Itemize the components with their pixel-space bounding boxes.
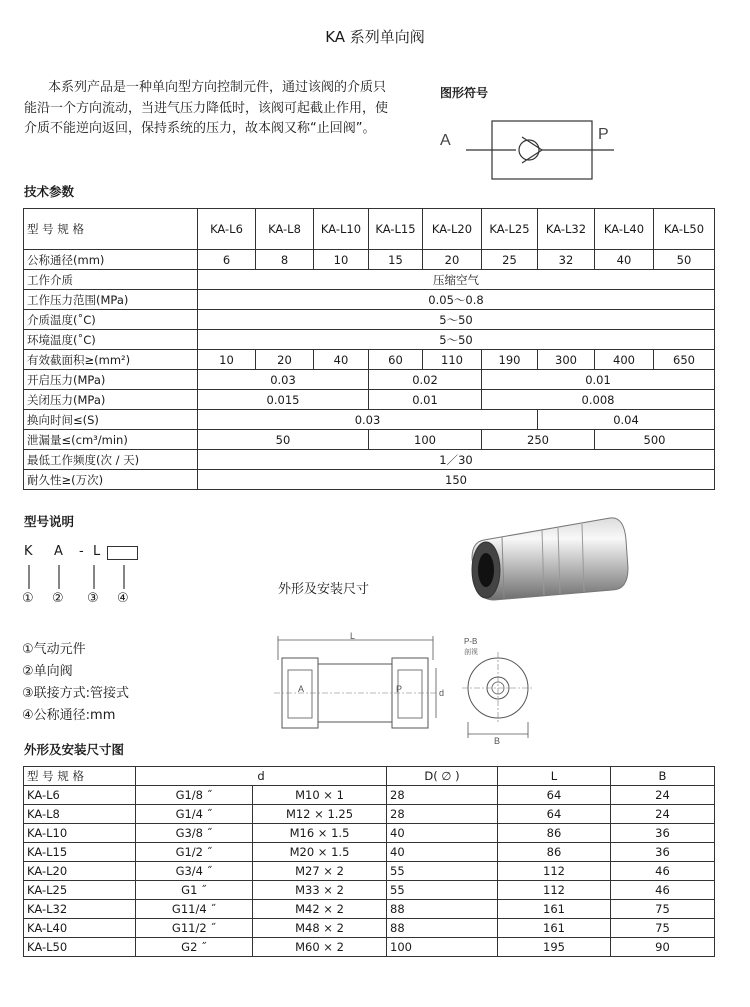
code-k: K (24, 544, 33, 559)
table-cell: KA-L25 (24, 881, 136, 900)
table-cell: 46 (611, 862, 715, 881)
table-row (24, 786, 715, 805)
code-l: L (93, 544, 101, 559)
table-cell: 25 (482, 250, 538, 270)
code-leader-lines (22, 563, 142, 591)
table-cell: G11/4 ˝ (136, 900, 253, 919)
table-cell: 64 (498, 786, 611, 805)
table-cell: 60 (369, 350, 423, 370)
row-label: 耐久性≥(万次) (24, 470, 198, 490)
table-cell: 46 (611, 881, 715, 900)
table-cell: 0.03 (198, 370, 369, 390)
table-row (24, 390, 715, 410)
table-cell: M42 × 2 (253, 900, 387, 919)
table-cell: 50 (198, 430, 369, 450)
table-cell: 75 (611, 919, 715, 938)
model-cell: KA-L6 (198, 209, 256, 250)
table-cell: KA-L10 (24, 824, 136, 843)
table-cell: 36 (611, 824, 715, 843)
model-explanation-heading: 型号说明 (24, 514, 75, 529)
table-cell: 40 (595, 250, 654, 270)
code-a: A (54, 544, 63, 559)
product-photo (462, 510, 634, 602)
dims-header: L (498, 767, 611, 786)
model-cell: KA-L15 (369, 209, 423, 250)
row-label: 公称通径(mm) (24, 250, 198, 270)
table-row (24, 330, 715, 350)
table-row (24, 767, 715, 786)
table-row (24, 843, 715, 862)
dim-d: d (439, 688, 445, 698)
table-cell: 90 (611, 938, 715, 957)
end-view-drawing (460, 630, 560, 748)
table-cell: 250 (482, 430, 595, 450)
table-cell: 150 (198, 470, 715, 490)
table-row (24, 250, 715, 270)
table-row (24, 370, 715, 390)
table-cell: 0.015 (198, 390, 369, 410)
meaning-4: ④公称通径:mm (22, 708, 116, 723)
table-cell: 161 (498, 900, 611, 919)
symbol-port-a: A (440, 132, 451, 149)
table-cell: 40 (314, 350, 369, 370)
table-row (24, 430, 715, 450)
table-cell: 400 (595, 350, 654, 370)
table-cell: 100 (369, 430, 482, 450)
table-cell: 32 (538, 250, 595, 270)
dims-heading: 外形及安装尺寸图 (24, 742, 125, 757)
page-title: KA 系列单向阀 (325, 28, 425, 46)
table-cell: 压缩空气 (198, 270, 715, 290)
dims-header: B (611, 767, 715, 786)
table-cell: 15 (369, 250, 423, 270)
table-row (24, 209, 715, 250)
table-row (24, 881, 715, 900)
table-cell: KA-L50 (24, 938, 136, 957)
dims-header: d (136, 767, 387, 786)
code-box (107, 546, 138, 560)
table-row (24, 900, 715, 919)
table-cell: 0.04 (538, 410, 715, 430)
table-row (24, 410, 715, 430)
code-num-4: ④ (117, 591, 129, 606)
table-cell: 10 (198, 350, 256, 370)
model-cell: KA-L25 (482, 209, 538, 250)
row-label: 泄漏量≤(cm³/min) (24, 430, 198, 450)
table-cell: KA-L8 (24, 805, 136, 824)
table-cell: M27 × 2 (253, 862, 387, 881)
table-cell: 10 (314, 250, 369, 270)
table-cell: M16 × 1.5 (253, 824, 387, 843)
table-cell: G3/8 ˝ (136, 824, 253, 843)
table-cell: 0.01 (369, 390, 482, 410)
table-cell: 28 (387, 805, 498, 824)
table-cell: 55 (387, 881, 498, 900)
dim-l: L (350, 631, 356, 641)
dim-b: B (494, 736, 501, 746)
table-cell: 6 (198, 250, 256, 270)
dims-header: 型 号 规 格 (24, 767, 136, 786)
row-label: 开启压力(MPa) (24, 370, 198, 390)
table-cell: KA-L15 (24, 843, 136, 862)
table-cell: KA-L6 (24, 786, 136, 805)
side-view-drawing (268, 630, 458, 746)
table-cell: 0.02 (369, 370, 482, 390)
meaning-3: ③联接方式:管接式 (22, 686, 130, 701)
table-row (24, 310, 715, 330)
table-cell: KA-L40 (24, 919, 136, 938)
meaning-2: ②单向阀 (22, 664, 73, 679)
table-row (24, 350, 715, 370)
table-cell: M60 × 2 (253, 938, 387, 957)
table-row (24, 938, 715, 957)
table-cell: 5～50 (198, 310, 715, 330)
symbol-heading: 图形符号 (440, 86, 489, 100)
row-label: 换向时间≤(S) (24, 410, 198, 430)
code-num-3: ③ (87, 591, 99, 606)
table-cell: G2 ˝ (136, 938, 253, 957)
table-cell: G1 ˝ (136, 881, 253, 900)
table-cell: 112 (498, 862, 611, 881)
table-cell: M33 × 2 (253, 881, 387, 900)
table-row (24, 862, 715, 881)
table-cell: 36 (611, 843, 715, 862)
table-cell: 0.03 (198, 410, 538, 430)
table-cell: 650 (654, 350, 715, 370)
table-cell: 86 (498, 843, 611, 862)
table-cell: 28 (387, 786, 498, 805)
model-cell: KA-L32 (538, 209, 595, 250)
table-cell: 110 (423, 350, 482, 370)
table-cell: 1／30 (198, 450, 715, 470)
table-cell: 40 (387, 824, 498, 843)
table-cell: 8 (256, 250, 314, 270)
table-cell: 55 (387, 862, 498, 881)
row-label: 关闭压力(MPa) (24, 390, 198, 410)
table-cell: 20 (423, 250, 482, 270)
table-cell: 0.01 (482, 370, 715, 390)
model-cell: KA-L50 (654, 209, 715, 250)
table-cell: M20 × 1.5 (253, 843, 387, 862)
table-cell: G11/2 ˝ (136, 919, 253, 938)
table-cell: 190 (482, 350, 538, 370)
table-header-label: 型 号 规 格 (24, 209, 198, 250)
table-row (24, 290, 715, 310)
symbol-port-p: P (598, 126, 609, 143)
table-cell: 24 (611, 786, 715, 805)
draw-port-p: P (396, 684, 403, 694)
tech-params-table (23, 208, 715, 490)
table-cell: M48 × 2 (253, 919, 387, 938)
code-dash: - (79, 544, 84, 559)
model-cell: KA-L40 (595, 209, 654, 250)
model-code (24, 544, 164, 564)
model-cell: KA-L20 (423, 209, 482, 250)
table-cell: G3/4 ˝ (136, 862, 253, 881)
table-row (24, 824, 715, 843)
section-sub: 剖视 (464, 649, 478, 656)
row-label: 最低工作频度(次 / 天) (24, 450, 198, 470)
table-cell: G1/2 ˝ (136, 843, 253, 862)
table-cell: KA-L20 (24, 862, 136, 881)
tech-heading: 技术参数 (24, 184, 75, 199)
dims-header: D( ∅ ) (387, 767, 498, 786)
table-cell: 100 (387, 938, 498, 957)
table-cell: 0.008 (482, 390, 715, 410)
table-row (24, 919, 715, 938)
table-cell: 24 (611, 805, 715, 824)
table-cell: 20 (256, 350, 314, 370)
outline-label: 外形及安装尺寸 (278, 582, 370, 597)
section-label: P-B (464, 637, 478, 646)
table-cell: 88 (387, 919, 498, 938)
table-cell: 64 (498, 805, 611, 824)
row-label: 工作压力范围(MPa) (24, 290, 198, 310)
table-row (24, 270, 715, 290)
code-num-1: ① (22, 591, 34, 606)
table-cell: 75 (611, 900, 715, 919)
table-cell: 195 (498, 938, 611, 957)
row-label: 工作介质 (24, 270, 198, 290)
table-cell: 86 (498, 824, 611, 843)
table-cell: 112 (498, 881, 611, 900)
table-cell: 40 (387, 843, 498, 862)
dims-table (23, 766, 715, 957)
intro-paragraph: 本系列产品是一种单向型方向控制元件，通过该阀的介质只能沿一个方向流动，当进气压力降低时，该阀可起截止作用，使介质不能逆向返回，保持系统的压力，故本阀又称“止回阀”。 (24, 80, 389, 136)
table-cell: M10 × 1 (253, 786, 387, 805)
table-cell: 161 (498, 919, 611, 938)
table-cell: 500 (595, 430, 715, 450)
table-cell: M12 × 1.25 (253, 805, 387, 824)
model-cell: KA-L10 (314, 209, 369, 250)
row-label: 环境温度(˚C) (24, 330, 198, 350)
table-cell: 50 (654, 250, 715, 270)
check-valve-symbol (436, 115, 626, 185)
table-cell: 0.05～0.8 (198, 290, 715, 310)
meaning-1: ①气动元件 (22, 642, 86, 657)
table-cell: 300 (538, 350, 595, 370)
code-num-2: ② (52, 591, 64, 606)
table-cell: G1/8 ˝ (136, 786, 253, 805)
table-cell: 88 (387, 900, 498, 919)
row-label: 介质温度(˚C) (24, 310, 198, 330)
table-cell: 5～50 (198, 330, 715, 350)
table-cell: KA-L32 (24, 900, 136, 919)
table-row (24, 450, 715, 470)
table-row (24, 805, 715, 824)
table-row (24, 470, 715, 490)
table-cell: G1/4 ˝ (136, 805, 253, 824)
row-label: 有效截面积≥(mm²) (24, 350, 198, 370)
draw-port-a: A (298, 684, 305, 694)
model-cell: KA-L8 (256, 209, 314, 250)
